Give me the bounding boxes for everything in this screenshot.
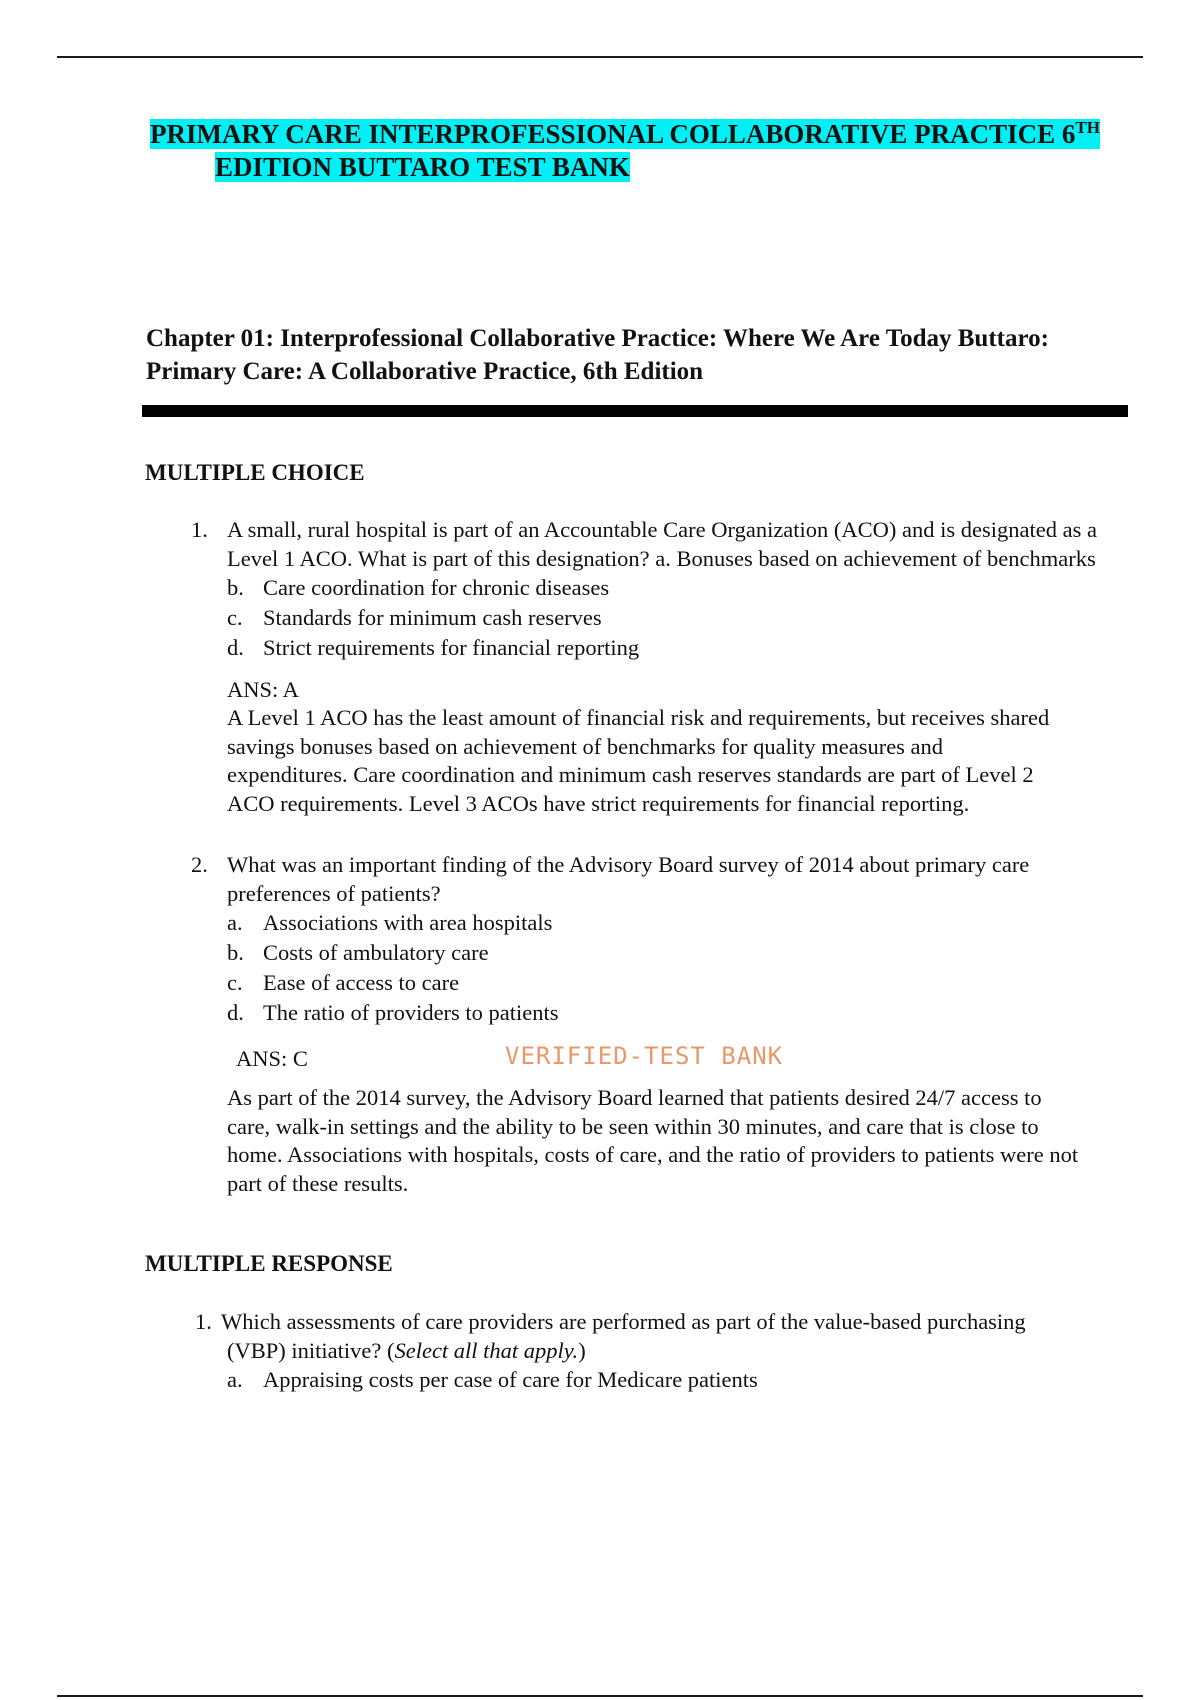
answer-row	[227, 1040, 1157, 1074]
section-heading-multiple-choice: MULTIPLE CHOICE	[145, 460, 365, 485]
question-mr-1	[195, 1307, 1121, 1395]
top-rule	[57, 56, 1143, 58]
title-highlight-1: PRIMARY CARE INTERPROFESSIONAL COLLABORATIVE PRACTICE 6TH	[150, 118, 1100, 149]
answer-key: ANS: A	[227, 677, 299, 702]
title-highlight-2: EDITION BUTTARO TEST BANK	[215, 152, 630, 182]
answer-option: b. Care coordination for chronic diseases	[227, 575, 610, 600]
question-stem: What was an important finding of the Advisory Board survey of 2014 about primary care	[227, 852, 1030, 877]
rationale: A Level 1 ACO has the least amount of financial risk and requirements, but receives shared savings bonuses based on achievement of benchmarks for quality measures and expenditures. Care coordination and minimum cash reserves standards are part of Level 2 ACO requirements. Level 3 ACOs have strict requirements for financial reporting.	[227, 705, 1050, 816]
watermark-text: VERIFIED-TEST BANK	[505, 1042, 784, 1070]
question-stem: A small, rural hospital is part of an Accountable Care Organization (ACO) and is designated as a	[227, 517, 1097, 542]
document-title	[150, 118, 1150, 184]
question-number: 1.	[195, 1309, 212, 1334]
question-number: 1.	[191, 517, 208, 542]
answer-option: a. Associations with area hospitals	[227, 910, 553, 935]
question-2	[191, 850, 1157, 1198]
answer-key: ANS: C	[236, 1046, 308, 1071]
bottom-rule	[57, 1695, 1143, 1697]
question-stem: preferences of patients?	[227, 881, 441, 906]
answer-option: c. Standards for minimum cash reserves	[227, 605, 602, 630]
section-divider	[142, 405, 1128, 417]
rationale: As part of the 2014 survey, the Advisory Board learned that patients desired 24/7 access to care, walk-in settings and the ability to be seen within 30 minutes, and care that is close to home. Associations with hospitals, costs of care, and the ratio of providers to patients were not part of these results.	[227, 1085, 1079, 1196]
answer-option: b. Costs of ambulatory care	[227, 940, 489, 965]
question-stem: (VBP) initiative? (Select all that apply.)	[227, 1338, 586, 1363]
question-stem: Level 1 ACO. What is part of this designation? a. Bonuses based on achievement of benchmarks	[227, 546, 1096, 571]
answer-option: a. Appraising costs per case of care for Medicare patients	[227, 1367, 758, 1392]
section-heading-multiple-response: MULTIPLE RESPONSE	[145, 1251, 393, 1276]
question-1	[191, 515, 1167, 818]
chapter-heading: Chapter 01: Interprofessional Collaborative Practice: Where We Are Today Buttaro: Primary Care: A Collaborative Practice, 6th Edition	[146, 325, 1049, 385]
question-number: 2.	[191, 852, 208, 877]
question-stem: Which assessments of care providers are performed as part of the value-based purchasing	[221, 1309, 1026, 1334]
answer-option: d. Strict requirements for financial reporting	[227, 635, 640, 660]
answer-option: d. The ratio of providers to patients	[227, 1000, 559, 1025]
answer-option: c. Ease of access to care	[227, 970, 460, 995]
